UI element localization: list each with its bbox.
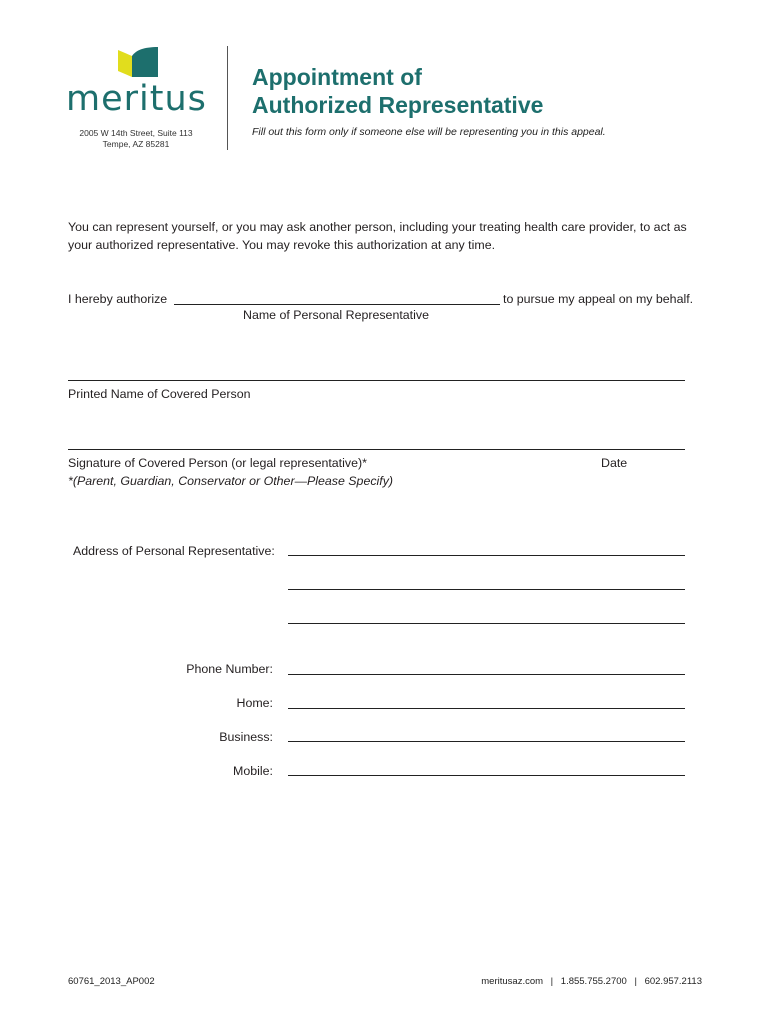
meritus-logo-icon xyxy=(118,47,158,77)
signature-field[interactable] xyxy=(68,449,685,450)
footer-separator: | xyxy=(550,976,554,987)
phone-label: Phone Number: xyxy=(186,662,273,676)
authorize-prefix: I hereby authorize xyxy=(68,292,168,306)
title-line-1: Appointment of xyxy=(252,64,422,90)
address-field-line-2[interactable] xyxy=(288,589,685,590)
page-subtitle: Fill out this form only if someone else will be representing you in this appeal. xyxy=(252,126,606,138)
intro-paragraph: You can represent yourself, or you may ask another person, including your treating health care provider, to act as your authorized representative. You may revoke this authorization at any time. xyxy=(68,220,687,252)
footer-separator: | xyxy=(634,976,637,987)
phone-field[interactable] xyxy=(288,674,685,675)
mobile-label: Mobile: xyxy=(233,764,273,778)
home-phone-field[interactable] xyxy=(288,708,685,709)
address-label: Address of Personal Representative: xyxy=(73,544,275,558)
authorize-suffix: to pursue my appeal on my behalf. xyxy=(503,292,694,306)
printed-name-field[interactable] xyxy=(68,380,685,381)
brand-wordmark: meritus xyxy=(66,79,207,119)
title-line-2: Authorized Representative xyxy=(252,92,544,118)
mobile-phone-field[interactable] xyxy=(288,775,685,776)
representative-name-field[interactable] xyxy=(174,304,500,305)
form-code: 60761_2013_AP002 xyxy=(68,976,155,987)
date-label: Date xyxy=(601,456,628,470)
signature-label: Signature of Covered Person (or legal representative)* xyxy=(68,456,367,470)
page-title xyxy=(252,63,543,119)
printed-name-label: Printed Name of Covered Person xyxy=(68,387,251,401)
header-divider xyxy=(227,46,228,150)
business-label: Business: xyxy=(219,730,273,744)
signature-note: *(Parent, Guardian, Conservator or Other—Please Specify) xyxy=(68,474,394,488)
address-line-2: Tempe, AZ 85281 xyxy=(102,139,170,149)
representative-name-caption: Name of Personal Representative xyxy=(243,308,429,322)
address-field-line-1[interactable] xyxy=(288,555,685,556)
address-line-1: 2005 W 14th Street, Suite 113 xyxy=(79,128,193,138)
business-phone-field[interactable] xyxy=(288,741,685,742)
footer-phone-1: 1.855.755.2700 xyxy=(560,976,627,987)
footer-contact xyxy=(481,976,702,987)
address-field-line-3[interactable] xyxy=(288,623,685,624)
footer-phone-2: 602.957.2113 xyxy=(644,976,702,987)
footer-website: meritusaz.com xyxy=(481,976,544,987)
home-label: Home: xyxy=(236,696,273,710)
